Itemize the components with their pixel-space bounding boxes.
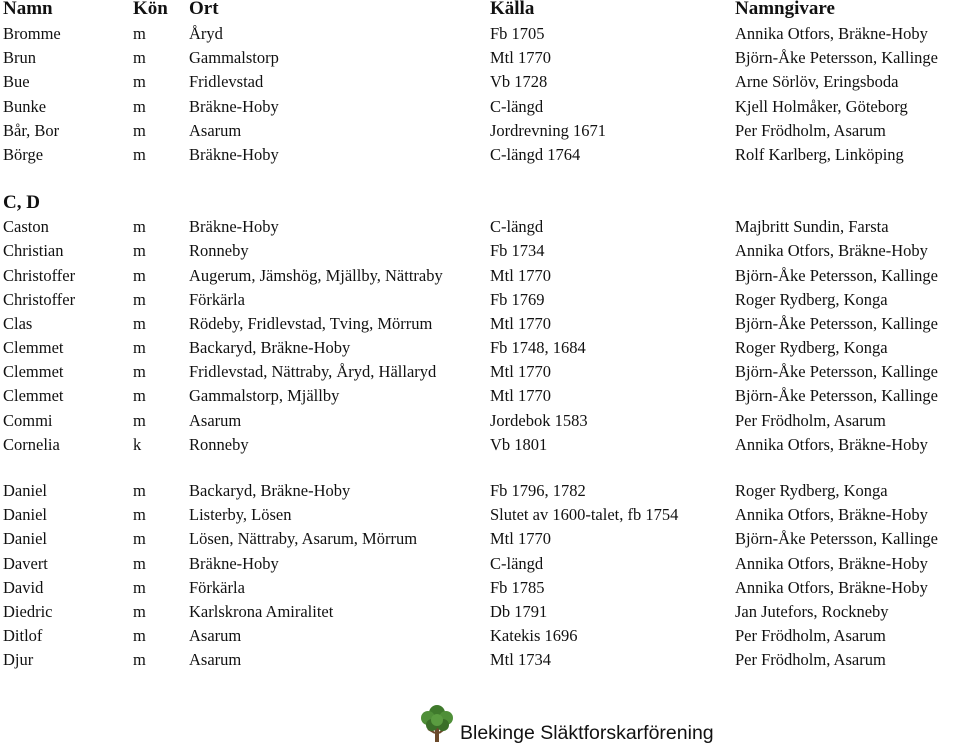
cell-place: Backaryd, Bräkne-Hoby bbox=[189, 481, 351, 500]
cell-gender: m bbox=[133, 481, 146, 500]
header-place: Ort bbox=[189, 0, 219, 19]
table-row bbox=[0, 312, 960, 336]
table-row bbox=[0, 552, 960, 576]
cell-source: Slutet av 1600-talet, fb 1754 bbox=[490, 505, 679, 525]
cell-gender: k bbox=[133, 434, 142, 454]
cell-source: Mtl 1770 bbox=[490, 265, 551, 285]
cell-source: Mtl 1734 bbox=[490, 650, 551, 670]
table-row bbox=[0, 215, 960, 239]
cell-source: C-längd bbox=[490, 217, 544, 237]
cell-gender: m bbox=[133, 289, 146, 309]
cell-gender: m bbox=[133, 313, 146, 333]
cell-place: Lösen, Nättraby, Asarum, Mörrum bbox=[189, 529, 418, 549]
cell-name: Christoffer bbox=[3, 265, 76, 285]
cell-place: Fridlevstad bbox=[189, 72, 264, 92]
cell-source: Fb 1734 bbox=[490, 241, 545, 261]
cell-place: Bräkne-Hoby bbox=[189, 217, 279, 237]
table-row bbox=[0, 70, 960, 94]
table-row bbox=[0, 503, 960, 527]
cell-name: Daniel bbox=[3, 505, 47, 525]
table-row bbox=[0, 264, 960, 288]
table-row bbox=[0, 336, 960, 360]
header-name: Namn bbox=[3, 0, 53, 19]
cell-gender: m bbox=[133, 386, 146, 406]
cell-place: Ronneby bbox=[189, 434, 249, 454]
table-row bbox=[0, 409, 960, 433]
cell-place: Ronneby bbox=[189, 241, 249, 261]
cell-source: Fb 1785 bbox=[490, 577, 545, 597]
table-header bbox=[0, 0, 960, 22]
cell-gender: m bbox=[133, 48, 146, 68]
cell-name: Brun bbox=[3, 48, 36, 68]
cell-contributor: Annika Otfors, Bräkne-Hoby bbox=[735, 434, 928, 454]
cell-name: Davert bbox=[3, 553, 48, 573]
cell-gender: m bbox=[133, 410, 146, 430]
table-row bbox=[0, 479, 960, 503]
cell-source: Fb 1748, 1684 bbox=[490, 338, 586, 358]
cell-name: Clas bbox=[3, 313, 33, 333]
cell-gender: m bbox=[133, 120, 146, 140]
cell-name: Djur bbox=[3, 650, 34, 670]
spacer bbox=[0, 457, 960, 479]
cell-contributor: Björn-Åke Petersson, Kallinge bbox=[735, 265, 939, 285]
cell-name: Bue bbox=[3, 72, 30, 92]
cell-name: Clemmet bbox=[3, 362, 64, 382]
cell-source: Mtl 1770 bbox=[490, 386, 551, 406]
cell-gender: m bbox=[133, 144, 146, 164]
cell-source: C-längd bbox=[490, 96, 544, 116]
cell-contributor: Annika Otfors, Bräkne-Hoby bbox=[735, 24, 928, 43]
table-row bbox=[0, 624, 960, 648]
table-row bbox=[0, 288, 960, 312]
cell-name: Christian bbox=[3, 241, 64, 261]
cell-contributor: Björn-Åke Petersson, Kallinge bbox=[735, 313, 939, 333]
cell-place: Augerum, Jämshög, Mjällby, Nättraby bbox=[189, 265, 443, 285]
cell-place: Förkärla bbox=[189, 289, 245, 309]
cell-gender: m bbox=[133, 553, 146, 573]
cell-source: Fb 1796, 1782 bbox=[490, 481, 586, 500]
cell-source: Fb 1769 bbox=[490, 289, 545, 309]
cell-name: Clemmet bbox=[3, 386, 64, 406]
spacer bbox=[0, 167, 960, 191]
cell-place: Förkärla bbox=[189, 577, 245, 597]
cell-contributor: Per Frödholm, Asarum bbox=[735, 650, 886, 670]
cell-contributor: Annika Otfors, Bräkne-Hoby bbox=[735, 241, 928, 261]
group-d-names bbox=[0, 479, 960, 673]
cell-gender: m bbox=[133, 650, 146, 670]
cell-name: Bår, Bor bbox=[3, 120, 60, 140]
cell-name: Börge bbox=[3, 144, 44, 164]
cell-contributor: Jan Jutefors, Rockneby bbox=[735, 601, 889, 621]
cell-place: Rödeby, Fridlevstad, Tving, Mörrum bbox=[189, 313, 433, 333]
table-row bbox=[0, 433, 960, 457]
cell-place: Gammalstorp bbox=[189, 48, 279, 68]
cell-gender: m bbox=[133, 72, 146, 92]
cell-contributor: Per Frödholm, Asarum bbox=[735, 626, 886, 646]
cell-contributor: Björn-Åke Petersson, Kallinge bbox=[735, 48, 939, 68]
cell-gender: m bbox=[133, 217, 146, 237]
cell-contributor: Roger Rydberg, Konga bbox=[735, 338, 888, 358]
cell-name: Clemmet bbox=[3, 338, 64, 358]
cell-source: Mtl 1770 bbox=[490, 362, 551, 382]
cell-source: Fb 1705 bbox=[490, 24, 545, 43]
cell-source: Vb 1728 bbox=[490, 72, 548, 92]
cell-place: Asarum bbox=[189, 410, 242, 430]
cell-source: Katekis 1696 bbox=[490, 626, 578, 646]
table-row bbox=[0, 600, 960, 624]
table-row bbox=[0, 384, 960, 408]
cell-gender: m bbox=[133, 577, 146, 597]
table-row bbox=[0, 46, 960, 70]
cell-source: C-längd 1764 bbox=[490, 144, 581, 164]
tree-icon bbox=[418, 703, 456, 745]
cell-place: Asarum bbox=[189, 650, 242, 670]
header-contributor: Namngivare bbox=[735, 0, 835, 19]
cell-source: Mtl 1770 bbox=[490, 48, 551, 68]
cell-name: David bbox=[3, 577, 44, 597]
cell-name: Daniel bbox=[3, 481, 47, 500]
cell-contributor: Majbritt Sundin, Farsta bbox=[735, 217, 889, 237]
cell-gender: m bbox=[133, 529, 146, 549]
table-row bbox=[0, 576, 960, 600]
cell-place: Karlskrona Amiralitet bbox=[189, 601, 334, 621]
cell-contributor: Roger Rydberg, Konga bbox=[735, 481, 888, 500]
cell-source: C-längd bbox=[490, 553, 544, 573]
cell-gender: m bbox=[133, 362, 146, 382]
cell-name: Cornelia bbox=[3, 434, 60, 454]
table-row bbox=[0, 239, 960, 263]
cell-source: Mtl 1770 bbox=[490, 313, 551, 333]
cell-name: Caston bbox=[3, 217, 49, 237]
table-row bbox=[0, 360, 960, 384]
organization-name: Blekinge Släktforskarförening bbox=[460, 722, 714, 744]
cell-place: Fridlevstad, Nättraby, Åryd, Hällaryd bbox=[189, 362, 437, 382]
cell-gender: m bbox=[133, 265, 146, 285]
cell-name: Bromme bbox=[3, 24, 61, 43]
cell-gender: m bbox=[133, 96, 146, 116]
cell-source: Jordebok 1583 bbox=[490, 410, 588, 430]
footer-branding bbox=[418, 703, 778, 747]
cell-place: Bräkne-Hoby bbox=[189, 96, 279, 116]
cell-gender: m bbox=[133, 338, 146, 358]
cell-gender: m bbox=[133, 241, 146, 261]
table-row bbox=[0, 527, 960, 551]
cell-place: Listerby, Lösen bbox=[189, 505, 292, 525]
cell-name: Christoffer bbox=[3, 289, 76, 309]
cell-contributor: Per Frödholm, Asarum bbox=[735, 410, 886, 430]
cell-gender: m bbox=[133, 626, 146, 646]
table-row bbox=[0, 22, 960, 46]
cell-contributor: Rolf Karlberg, Linköping bbox=[735, 144, 904, 164]
table-row bbox=[0, 95, 960, 119]
cell-source: Vb 1801 bbox=[490, 434, 548, 454]
cell-gender: m bbox=[133, 601, 146, 621]
cell-name: Daniel bbox=[3, 529, 47, 549]
cell-source: Jordrevning 1671 bbox=[490, 120, 606, 140]
cell-contributor: Annika Otfors, Bräkne-Hoby bbox=[735, 505, 928, 525]
header-source: Källa bbox=[490, 0, 535, 19]
cell-contributor: Björn-Åke Petersson, Kallinge bbox=[735, 362, 939, 382]
cell-name: Commi bbox=[3, 410, 53, 430]
cell-place: Backaryd, Bräkne-Hoby bbox=[189, 338, 351, 358]
cell-gender: m bbox=[133, 505, 146, 525]
cell-contributor: Arne Sörlöv, Eringsboda bbox=[735, 72, 899, 92]
group-b-names bbox=[0, 22, 960, 167]
cell-name: Bunke bbox=[3, 96, 47, 116]
cell-gender: m bbox=[133, 24, 146, 43]
cell-contributor: Björn-Åke Petersson, Kallinge bbox=[735, 386, 939, 406]
cell-contributor: Björn-Åke Petersson, Kallinge bbox=[735, 529, 939, 549]
cell-place: Bräkne-Hoby bbox=[189, 553, 279, 573]
cell-contributor: Roger Rydberg, Konga bbox=[735, 289, 888, 309]
cell-source: Mtl 1770 bbox=[490, 529, 551, 549]
cell-place: Gammalstorp, Mjällby bbox=[189, 386, 340, 406]
cell-place: Bräkne-Hoby bbox=[189, 144, 279, 164]
cell-contributor: Annika Otfors, Bräkne-Hoby bbox=[735, 577, 928, 597]
table-row bbox=[0, 119, 960, 143]
cell-contributor: Kjell Holmåker, Göteborg bbox=[735, 96, 908, 116]
cell-contributor: Per Frödholm, Asarum bbox=[735, 120, 886, 140]
section-heading-c-d: C, D bbox=[3, 192, 40, 214]
cell-name: Diedric bbox=[3, 601, 53, 621]
cell-place: Åryd bbox=[189, 24, 223, 43]
group-c-names bbox=[0, 215, 960, 457]
header-gender: Kön bbox=[133, 0, 168, 19]
table-row bbox=[0, 143, 960, 167]
table-row bbox=[0, 648, 960, 672]
cell-place: Asarum bbox=[189, 626, 242, 646]
cell-source: Db 1791 bbox=[490, 601, 548, 621]
cell-name: Ditlof bbox=[3, 626, 43, 646]
cell-place: Asarum bbox=[189, 120, 242, 140]
cell-contributor: Annika Otfors, Bräkne-Hoby bbox=[735, 553, 928, 573]
